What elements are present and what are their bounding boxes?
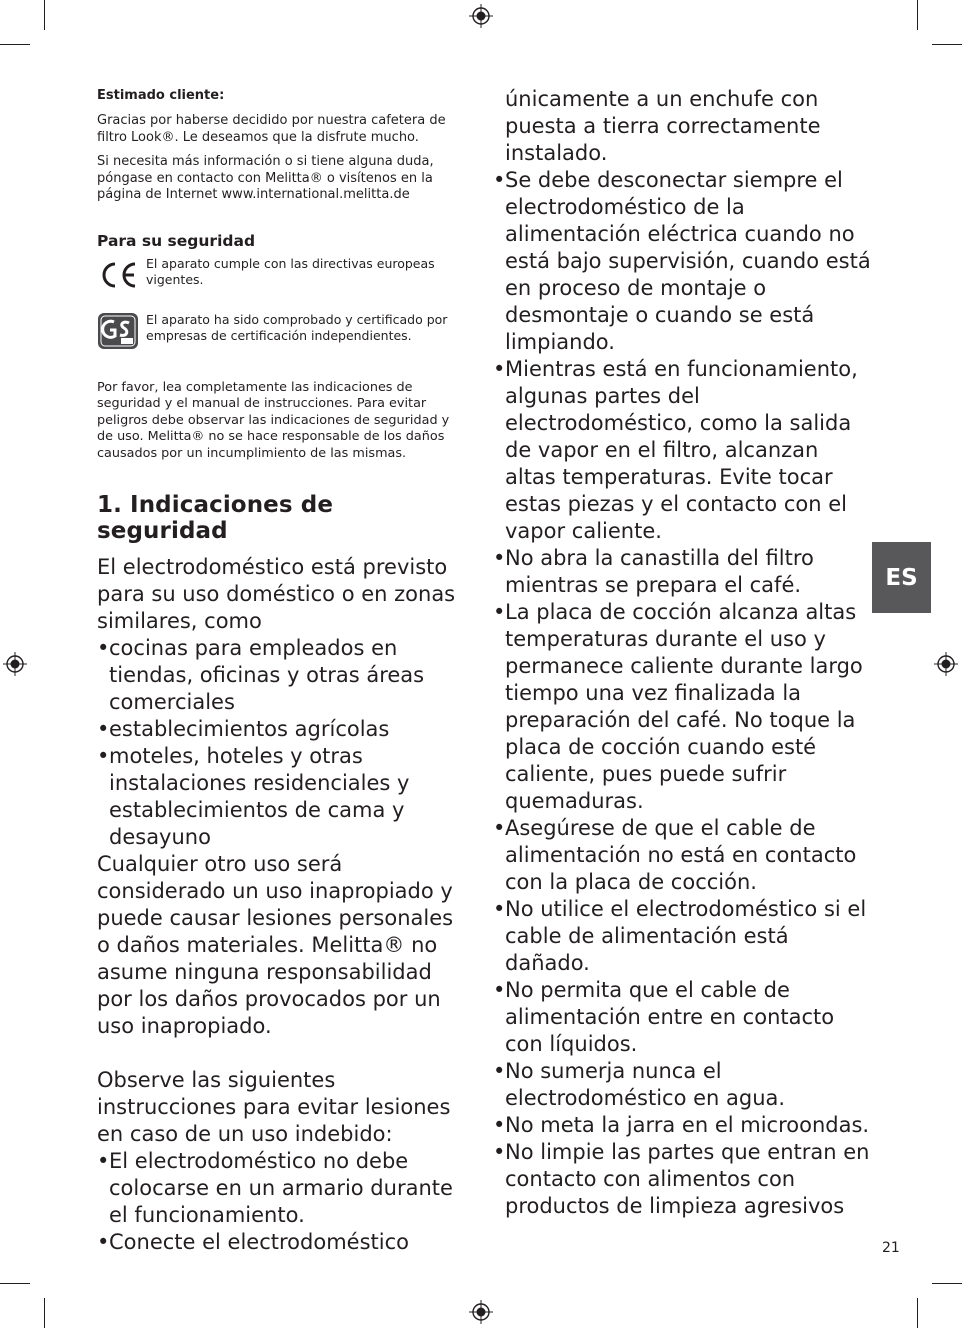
crop-mark [917,0,918,30]
page-number: 21 [882,1240,900,1256]
thanks-text: Gracias por haberse decidido por nuestra cafetera de filtro Look®. Le deseamos que la disfrute mucho. [97,113,446,145]
crop-mark [917,1298,918,1328]
list-item: • No abra la canastilla del filtro mientras se prepara el café. [493,545,873,599]
info-text: Si necesita más información o si tiene alguna duda, póngase en contacto con Melitta® o visítenos en la página de Internet www.international.melitta.de [97,154,434,202]
ce-text: El aparato cumple con las directivas europeas vigentes. [146,255,435,287]
list-item: • El electrodoméstico no debe colocarse en un armario durante el funcionamiento. [97,1148,469,1229]
list-item: • No limpie las partes que entran en contacto con alimentos con productos de limpieza agresivos [493,1139,873,1220]
crop-mark [44,0,45,30]
list-item: • No permita que el cable de alimentación entre en contacto con líquidos. [493,977,873,1058]
list-item: • cocinas para empleados en tiendas, oficinas y otras áreas comerciales [97,635,469,716]
language-tab: ES [872,542,931,613]
uses-list [97,635,469,851]
list-item: • Conecte el electrodoméstico [97,1229,469,1256]
list-item: • moteles, hoteles y otras instalaciones residenciales y establecimientos de cama y desayuno [97,743,469,851]
continuation-text: únicamente a un enchufe con puesta a tierra correctamente instalado. [505,87,821,165]
safety-notice: Por favor, lea completamente las indicaciones de seguridad y el manual de instrucciones. Para evitar peligros debe observar las indicaciones de seguridad y de uso. Melitta® no se hace responsable de los daños causados por un incumplimiento de las mismas. [97,379,450,461]
list-item: • No sumerja nunca el electrodoméstico en agua. [493,1058,873,1112]
left-rules-list [97,1148,469,1256]
crop-mark [0,44,30,45]
registration-mark-icon [3,652,27,676]
misuse-text: Cualquier otro uso será considerado un uso inapropiado y puede causar lesiones personales o daños materiales. Melitta® no asume ninguna responsabilidad por los daños provocados por un uso inapropiado. [97,852,454,1038]
right-column [493,86,873,1220]
crop-mark [932,1283,962,1284]
section-heading: 1. Indicaciones de seguridad [97,492,334,544]
crop-mark [932,44,962,45]
ce-row [97,256,469,294]
greeting: Estimado cliente: [97,88,225,103]
list-item: • No meta la jarra en el microondas. [493,1112,873,1139]
right-rules-list [493,167,873,1220]
list-item: • Mientras está en funcionamiento, algunas partes del electrodoméstico, como la salida de vapor en el filtro, alcanzan altas temperaturas. Evite tocar estas piezas y el contacto con el vapor caliente. [493,356,873,545]
registration-mark-icon [469,1300,493,1324]
observe-text: Observe las siguientes instrucciones para evitar lesiones en caso de un uso indebido: [97,1068,451,1146]
gs-row [97,312,469,350]
list-item: • establecimientos agrícolas [97,716,469,743]
list-item: • Se debe desconectar siempre el electrodoméstico de la alimentación eléctrica cuando no está bajo supervisión, cuando está en proceso de montaje o desmontaje o cuando se está limpiando. [493,167,873,356]
crop-mark [44,1298,45,1328]
list-item: • Asegúrese de que el cable de alimentación no está en contacto con la placa de cocción. [493,815,873,896]
intended-use-text: El electrodoméstico está previsto para su uso doméstico o en zonas similares, como [97,555,456,633]
list-item: • No utilice el electrodoméstico si el cable de alimentación está dañado. [493,896,873,977]
registration-mark-icon [934,652,958,676]
crop-mark [0,1283,30,1284]
gs-text: El aparato ha sido comprobado y certificado por empresas de certificación independientes. [146,311,448,343]
safety-heading: Para su seguridad [97,231,256,250]
ce-mark-icon [97,256,139,294]
gs-certification-icon [97,312,139,350]
list-item: • La placa de cocción alcanza altas temperaturas durante el uso y permanece caliente durante largo tiempo una vez finalizada la preparación del café. No toque la placa de cocción cuando esté caliente, pues puede sufrir quemaduras. [493,599,873,815]
left-column [97,88,469,1256]
registration-mark-icon [469,4,493,28]
